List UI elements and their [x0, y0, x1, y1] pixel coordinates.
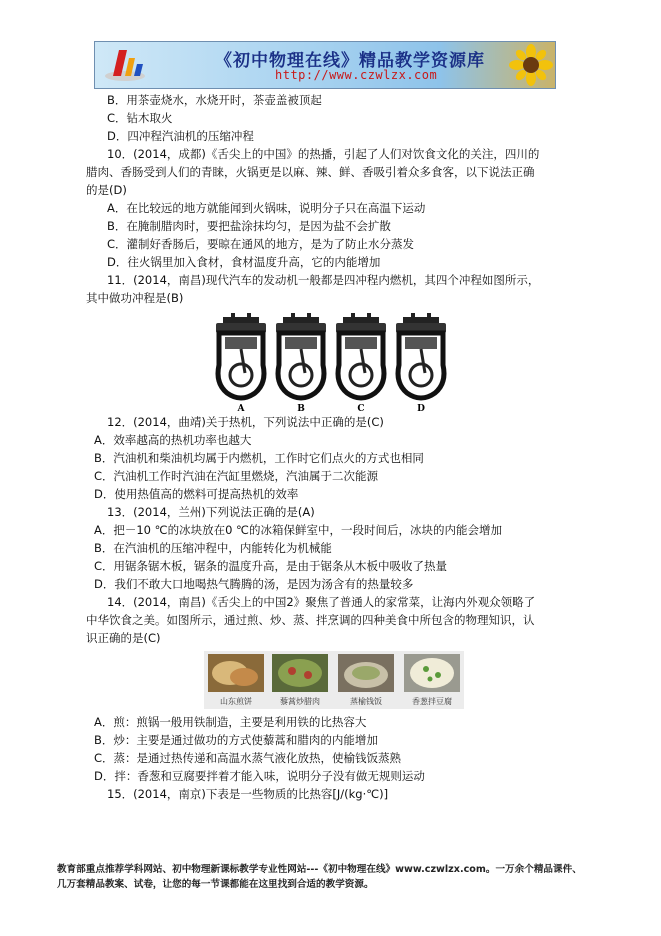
text-line: D．往火锅里加入食材，食材温度升高，它的内能增加	[107, 255, 381, 269]
header-banner	[94, 41, 556, 89]
text-line: A．在比较远的地方就能闻到火锅味，说明分子只在高温下运动	[107, 201, 426, 215]
footer-line-2: 几万套精品教案、试卷，让您的每一节课都能在这里找到合适的教学资源。	[57, 879, 374, 890]
text-line: B．用茶壶烧水，水烧开时，茶壶盖被顶起	[107, 93, 322, 107]
text-line: B．在腌制腊肉时，要把盐涂抹均匀，是因为盐不会扩散	[107, 219, 391, 233]
text-line: C．蒸：是通过热传递和高温水蒸气液化放热，使榆钱饭蒸熟	[94, 751, 402, 765]
question-10: 10．(2014，成都)《舌尖上的中国》的热播，引起了人们对饮食文化的关注，四川的	[107, 147, 540, 161]
engine-label-a: A	[237, 404, 245, 413]
text-line: D．四冲程汽油机的压缩冲程	[107, 129, 254, 143]
text-line: C．钻木取火	[107, 111, 173, 125]
food-label-lahou: 藜蒿炒腊肉	[280, 697, 320, 706]
page-footer	[57, 862, 617, 892]
food-photos-figure	[204, 651, 464, 709]
banner-url: http://www.czwlzx.com	[275, 68, 438, 82]
question-12: 12．(2014，曲靖)关于热机，下列说法中正确的是(C)	[107, 415, 384, 429]
text-line: 识正确的是(C)	[86, 631, 161, 645]
engine-label-b: B	[297, 404, 305, 413]
text-line: D．我们不敢大口地喝热气腾腾的汤，是因为汤含有的热量较多	[94, 577, 414, 591]
banner-title: 《初中物理在线》精品教学资源库	[215, 51, 485, 71]
question-15: 15．(2014，南京)下表是一些物质的比热容[J/(kg·℃)]	[107, 787, 389, 801]
text-line: B．在汽油机的压缩冲程中，内能转化为机械能	[94, 541, 332, 555]
footer-line-1: 教育部重点推荐学科网站、初中物理新课标教学专业性网站---《初中物理在线》www.czwlzx.com。一万余个精品课件、	[57, 864, 582, 875]
text-line: B．汽油机和柴油机均属于内燃机，工作时它们点火的方式也相同	[94, 451, 424, 465]
text-line: D．拌：香葱和豆腐要拌着才能入味，说明分子没有做无规则运动	[94, 769, 425, 783]
text-line: 中华饮食之美。如图所示，通过煎、炒、蒸、拌烹调的四种美食中所包含的物理知识，认	[86, 613, 535, 627]
engine-label-c: C	[357, 404, 365, 413]
text-line: A．煎：煎锅一般用铁制造，主要是利用铁的比热容大	[94, 715, 367, 729]
food-label-yuqian: 蒸榆钱饭	[350, 697, 382, 706]
text-line: B．炒：主要是通过做功的方式使藜蒿和腊肉的内能增加	[94, 733, 378, 747]
four-stroke-engine-figure	[211, 313, 451, 413]
engine-label-d: D	[417, 404, 425, 413]
document-body	[86, 91, 586, 803]
text-line: 的是(D)	[86, 183, 127, 197]
food-label-jianbing: 山东煎饼	[220, 697, 252, 706]
question-14: 14．(2014，南昌)《舌尖上的中国2》聚焦了普通人的家常菜，让海内外观众领略了	[107, 595, 536, 609]
sunflower-icon	[509, 44, 553, 86]
text-line: D．使用热值高的燃料可提高热机的效率	[94, 487, 299, 501]
text-line: A．效率越高的热机功率也越大	[94, 433, 252, 447]
text-line: C．灌制好香肠后，要晾在通风的地方，是为了防止水分蒸发	[107, 237, 415, 251]
question-13: 13．(2014，兰州)下列说法正确的是(A)	[107, 505, 315, 519]
food-label-doufu: 香葱拌豆腐	[412, 697, 452, 706]
text-line: C．汽油机工作时汽油在汽缸里燃烧，汽油属于二次能源	[94, 469, 379, 483]
text-line: C．用锯条锯木板，锯条的温度升高，是由于锯条从木板中吸收了热量	[94, 559, 448, 573]
text-line: 其中做功冲程是(B)	[86, 291, 184, 305]
text-line: A．把－10 ℃的冰块放在0 ℃的冰箱保鲜室中，一段时间后，冰块的内能会增加	[94, 523, 502, 537]
text-line: 腊肉、香肠受到人们的青睐，火锅更是以麻、辣、鲜、香吸引着众多食客，以下说法正确	[86, 165, 535, 179]
question-11: 11．(2014，南昌)现代汽车的发动机一般都是四冲程内燃机，其四个冲程如图所示，	[107, 273, 540, 287]
site-logo-icon	[101, 46, 149, 84]
